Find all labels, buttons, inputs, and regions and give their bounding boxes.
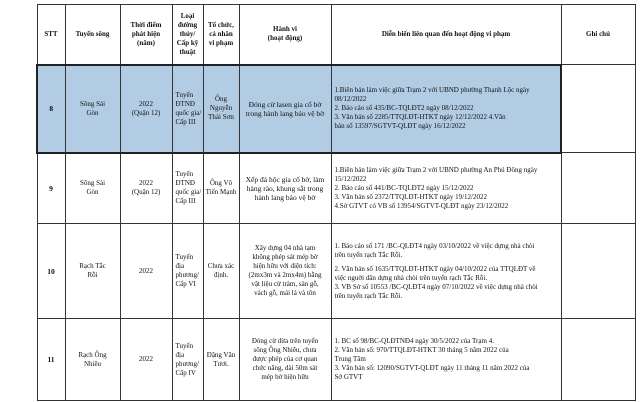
row-dien-bien: 1. Báo cáo số 171 /BC-QLĐT4 ngày 03/10/2022 về việc dựng nhà chòi trên tuyến rạch Tắc Rỗi. 2. Văn bản số 1635/TTQLĐT-HTKT ngày 04/10/2022 của TTQLĐT về việc nguời dân dựng nhà chòi trên tuyến rạch Tắc Rỗi. 3. VB Sở số 10553 /BC-QLĐT4 ngày 07/10/2022 về việc dựng nhà chòi trên tuyến rạch Tắc Rỗi. xyxy=(331,224,561,319)
row-tuyen-song: Sông Sài Gòn xyxy=(65,65,120,153)
row-loai-duong: Tuyến địa phương/ Cấp IV xyxy=(172,319,203,401)
row-tuyen-song: Sông Sài Gòn xyxy=(65,153,120,224)
row-to-chuc: Ông Võ Tiến Mạnh xyxy=(203,153,239,224)
header-ghi-chu: Ghi chú xyxy=(561,5,635,65)
row-tuyen-song: Rạch Ông Nhiêu xyxy=(65,319,120,401)
row-thoi-diem: 2022 (Quận 12) xyxy=(120,65,172,153)
table-row[interactable] xyxy=(37,224,635,319)
row-hanh-vi: Đóng cừ dừa trên tuyến sông Ông Nhiêu, chưa được phép của cơ quan chức năng, dài 50m sát mép bờ hiện hữu xyxy=(239,319,331,401)
row-thoi-diem: 2022 xyxy=(120,319,172,401)
violation-table xyxy=(36,4,636,401)
table-row[interactable] xyxy=(37,319,635,401)
row-dien-bien: 1.Biên bản làm việc giữa Trạm 2 với UBND phường Thạnh Lộc ngày 08/12/2022 2. Báo cáo số 435/BC-TQLĐT2 ngày 08/12/2022 3. Văn bản số 2285/TTQLĐT-HTKT ngày 12/12/2022 4.Văn bản số 13597/SGTVT-QLĐT ngày 16/12/2022 xyxy=(331,65,561,153)
violation-table-sheet xyxy=(36,4,634,401)
row-stt: 8 xyxy=(37,65,65,153)
table-row[interactable] xyxy=(37,65,635,153)
row-ghi-chu xyxy=(561,319,635,401)
row-dien-bien: 1. BC số 98/BC-QLĐTNĐ4 ngày 30/5/2022 của Trạm 4. 2. Văn bản số: 970/TTQLĐT-HTKT 30 tháng 5 năm 2022 của Trung Tâm 3. Văn bản số: 12090/SGTVT-QLĐT ngày 11 tháng 11 năm 2022 của Sở GTVT xyxy=(331,319,561,401)
row-loai-duong: Tuyến ĐTNĐ quốc gia/ Cấp III xyxy=(172,153,203,224)
header-thoi-diem: Thời điểm phát hiện (năm) xyxy=(120,5,172,65)
header-dien-bien: Diễn biến liên quan đến hoạt động vi phạm xyxy=(331,5,561,65)
row-thoi-diem: 2022 xyxy=(120,224,172,319)
row-ghi-chu xyxy=(561,153,635,224)
row-thoi-diem: 2022 (Quận 12) xyxy=(120,153,172,224)
row-ghi-chu xyxy=(561,224,635,319)
header-hanh-vi: Hành vi (hoạt động) xyxy=(239,5,331,65)
header-to-chuc: Tổ chức, cá nhân vi phạm xyxy=(203,5,239,65)
row-stt: 11 xyxy=(37,319,65,401)
row-hanh-vi: Xây dựng 04 nhà tạm không phép sát mép bờ hiện hữu với diện tích: (2mx3m và 2mx4m) bằng vật liệu cừ tràm, sàn gỗ, vách gỗ, mái lá và tôn xyxy=(239,224,331,319)
row-hanh-vi: Xếp đá hộc gia cố bờ, làm hàng rào, khung sắt trong hành lang bảo vệ bờ xyxy=(239,153,331,224)
row-loai-duong: Tuyến ĐTNĐ quốc gia/ Cấp III xyxy=(172,65,203,153)
row-loai-duong: Tuyến địa phương/ Cấp VI xyxy=(172,224,203,319)
header-loai-duong: Loại đường thủy/ Cấp kỹ thuật xyxy=(172,5,203,65)
header-row xyxy=(37,5,635,65)
row-to-chuc: Chưa xác định. xyxy=(203,224,239,319)
header-stt: STT xyxy=(37,5,65,65)
table-row[interactable] xyxy=(37,153,635,224)
row-stt: 10 xyxy=(37,224,65,319)
row-ghi-chu xyxy=(561,65,635,153)
header-tuyen-song: Tuyến sông xyxy=(65,5,120,65)
row-stt: 9 xyxy=(37,153,65,224)
row-hanh-vi: Đóng cừ lasen gia cố bờ trong hành lang bảo vệ bờ xyxy=(239,65,331,153)
row-dien-bien: 1.Biên bản làm việc giữa Trạm 2 với UBND phường An Phú Đông ngày 15/12/2022 2. Báo cáo số 441/BC-TQLĐT2 ngày 15/12/2022 3. Văn bản số 2372/TTQLĐT-HTKT ngày 19/12/2022 4.Sở GTVT có VB số 13954/SGTVT-QLĐT ngày 23/12/2022 xyxy=(331,153,561,224)
row-to-chuc: Đặng Văn Tươi. xyxy=(203,319,239,401)
row-tuyen-song: Rạch Tắc Rỗi xyxy=(65,224,120,319)
row-to-chuc: Ông Nguyễn Thái Sơn xyxy=(203,65,239,153)
